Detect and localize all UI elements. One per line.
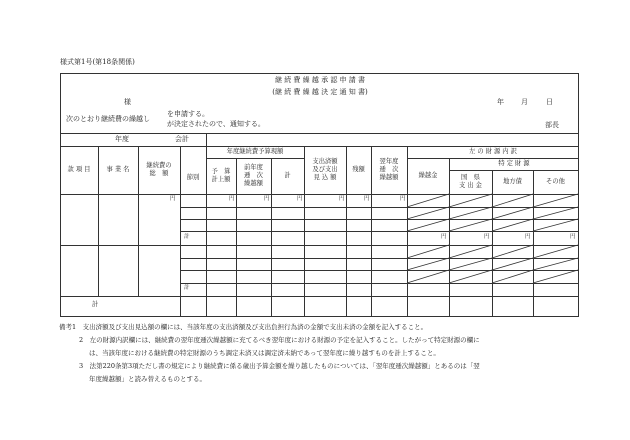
yen-sonota: 円 [570,234,576,240]
header-zangaku: 残額 [352,166,365,174]
header-kokuken-line1: 国 県 [461,174,480,182]
hatch-line [449,270,492,283]
hatch-line [533,258,578,270]
note-2-cont: は、当該年度における継続費の特定財源のうち調定未済又は調定済未納であって翌年度に繰り越すものを計上すること。 [89,349,440,357]
header-mae-line2: 逓 次 [244,172,263,180]
hatch-line [449,207,492,219]
hatch-line [533,194,578,207]
header-mae-line3: 繰越額 [244,179,263,187]
header-yokunen-line2: 逓 次 [379,166,399,174]
hatch-line [492,258,533,270]
addressee-suffix: 様 [124,98,131,106]
yen-chihosai: 円 [525,234,531,240]
hatch-line [449,194,492,207]
date-year: 年 [497,98,504,106]
header-yosan-line1: 予 算 [211,168,231,176]
note-3-cont: 年度繰越額」と読み替えるものとする。 [89,375,206,383]
header-setsu: 節別 [186,174,200,182]
header-yosan-line2: 計上額 [211,176,231,183]
header-sonota: その他 [546,178,565,186]
yen-kurikoshi: 円 [441,234,447,240]
hatch-line [533,245,578,258]
note-3: 3 法第220条第3項ただし書の規定により継続費に係る歳出予算金額を繰り越したものについては、「翌年度逓次繰越額」とあるのは「翌 [79,362,480,370]
title-notice: (継 続 費 繰 越 決 定 通 知 書) [272,88,368,96]
form-id: 様式第1号(第18条関係) [60,58,135,66]
header-kurikoshikin: 繰越金 [418,172,438,180]
yen-yosan: 円 [229,196,235,202]
yen-kei: 円 [297,196,303,202]
yen-zangaku: 円 [364,196,370,202]
header-kei: 計 [284,172,291,180]
diagonal-lines [407,194,578,283]
grand-total-label: 計 [92,301,99,308]
hatch-line [407,219,449,231]
hatch-line [533,207,578,219]
header-chihosai: 地方債 [503,178,522,186]
body-lead: 次のとおり継続費の繰越し [66,115,150,123]
hatch-line [492,270,533,283]
header-mae-line1: 前年度 [244,164,263,172]
note-2: 2 左の財源内訳欄には、継続費の翌年度逓次繰越額に充てるべき翌年度における財源の予定を記入すること。したがって特定財源の欄に [79,336,480,344]
signer-title: 部長 [545,121,559,129]
hatch-line [449,258,492,270]
subtotal-label-1: 計 [184,234,190,240]
header-jigyou: 事 業 名 [106,166,130,174]
hatch-line [449,245,492,258]
hatch-line [533,219,578,231]
hatch-line [449,219,492,231]
yen-total: 円 [170,196,176,202]
body-option-request: を申請する。 [167,110,209,118]
hatch-line [407,207,449,219]
yen-mae: 円 [264,196,270,202]
date-day: 日 [546,98,553,106]
hatch-line [407,258,449,270]
note-1: 備考1 支出済額及び支出見込額の欄には、当該年度の支出済額及び支出負担行為済の金額で支出未済の金額を記入すること。 [59,323,428,331]
header-shishutsu-line3: 見 込 額 [313,173,337,181]
header-kou-moku: 款 項 目 [67,166,91,174]
header-kokuken-line2: 支 出 金 [459,182,482,189]
header-fund-group: 左 の 財 源 内 訳 [469,148,517,156]
hatch-line [492,245,533,258]
header-tokutei: 特 定 財 源 [498,160,530,168]
yen-shishutsu: 円 [339,196,345,202]
header-shishutsu-line2: 及び支出 [312,166,338,174]
account-label: 会計 [175,135,189,143]
hatch-line [407,194,449,207]
yen-yokunen: 円 [400,196,406,202]
body-option-notice: が決定されたので、通知する。 [167,120,265,128]
hatch-line [407,245,449,258]
hatch-line [533,270,578,283]
header-total-line1: 継続費の [146,162,172,170]
header-yokunen-line3: 繰越額 [379,173,399,181]
date-month: 月 [521,98,528,106]
hatch-line [407,270,449,283]
hatch-line [492,219,533,231]
fiscal-year-label: 年度 [115,135,129,143]
subtotal-label-2: 計 [184,285,190,291]
hatch-line [492,194,533,207]
header-shishutsu-line1: 支出済額 [312,158,338,166]
yen-kokuken: 円 [484,234,490,240]
title-request: 継 続 費 繰 越 承 認 申 請 書 [274,76,366,84]
hatch-line [492,207,533,219]
header-budget-group: 年度継続費予算現額 [226,148,284,156]
header-total-line2: 総 額 [149,170,169,177]
header-yokunen-line1: 翌年度 [379,158,399,166]
